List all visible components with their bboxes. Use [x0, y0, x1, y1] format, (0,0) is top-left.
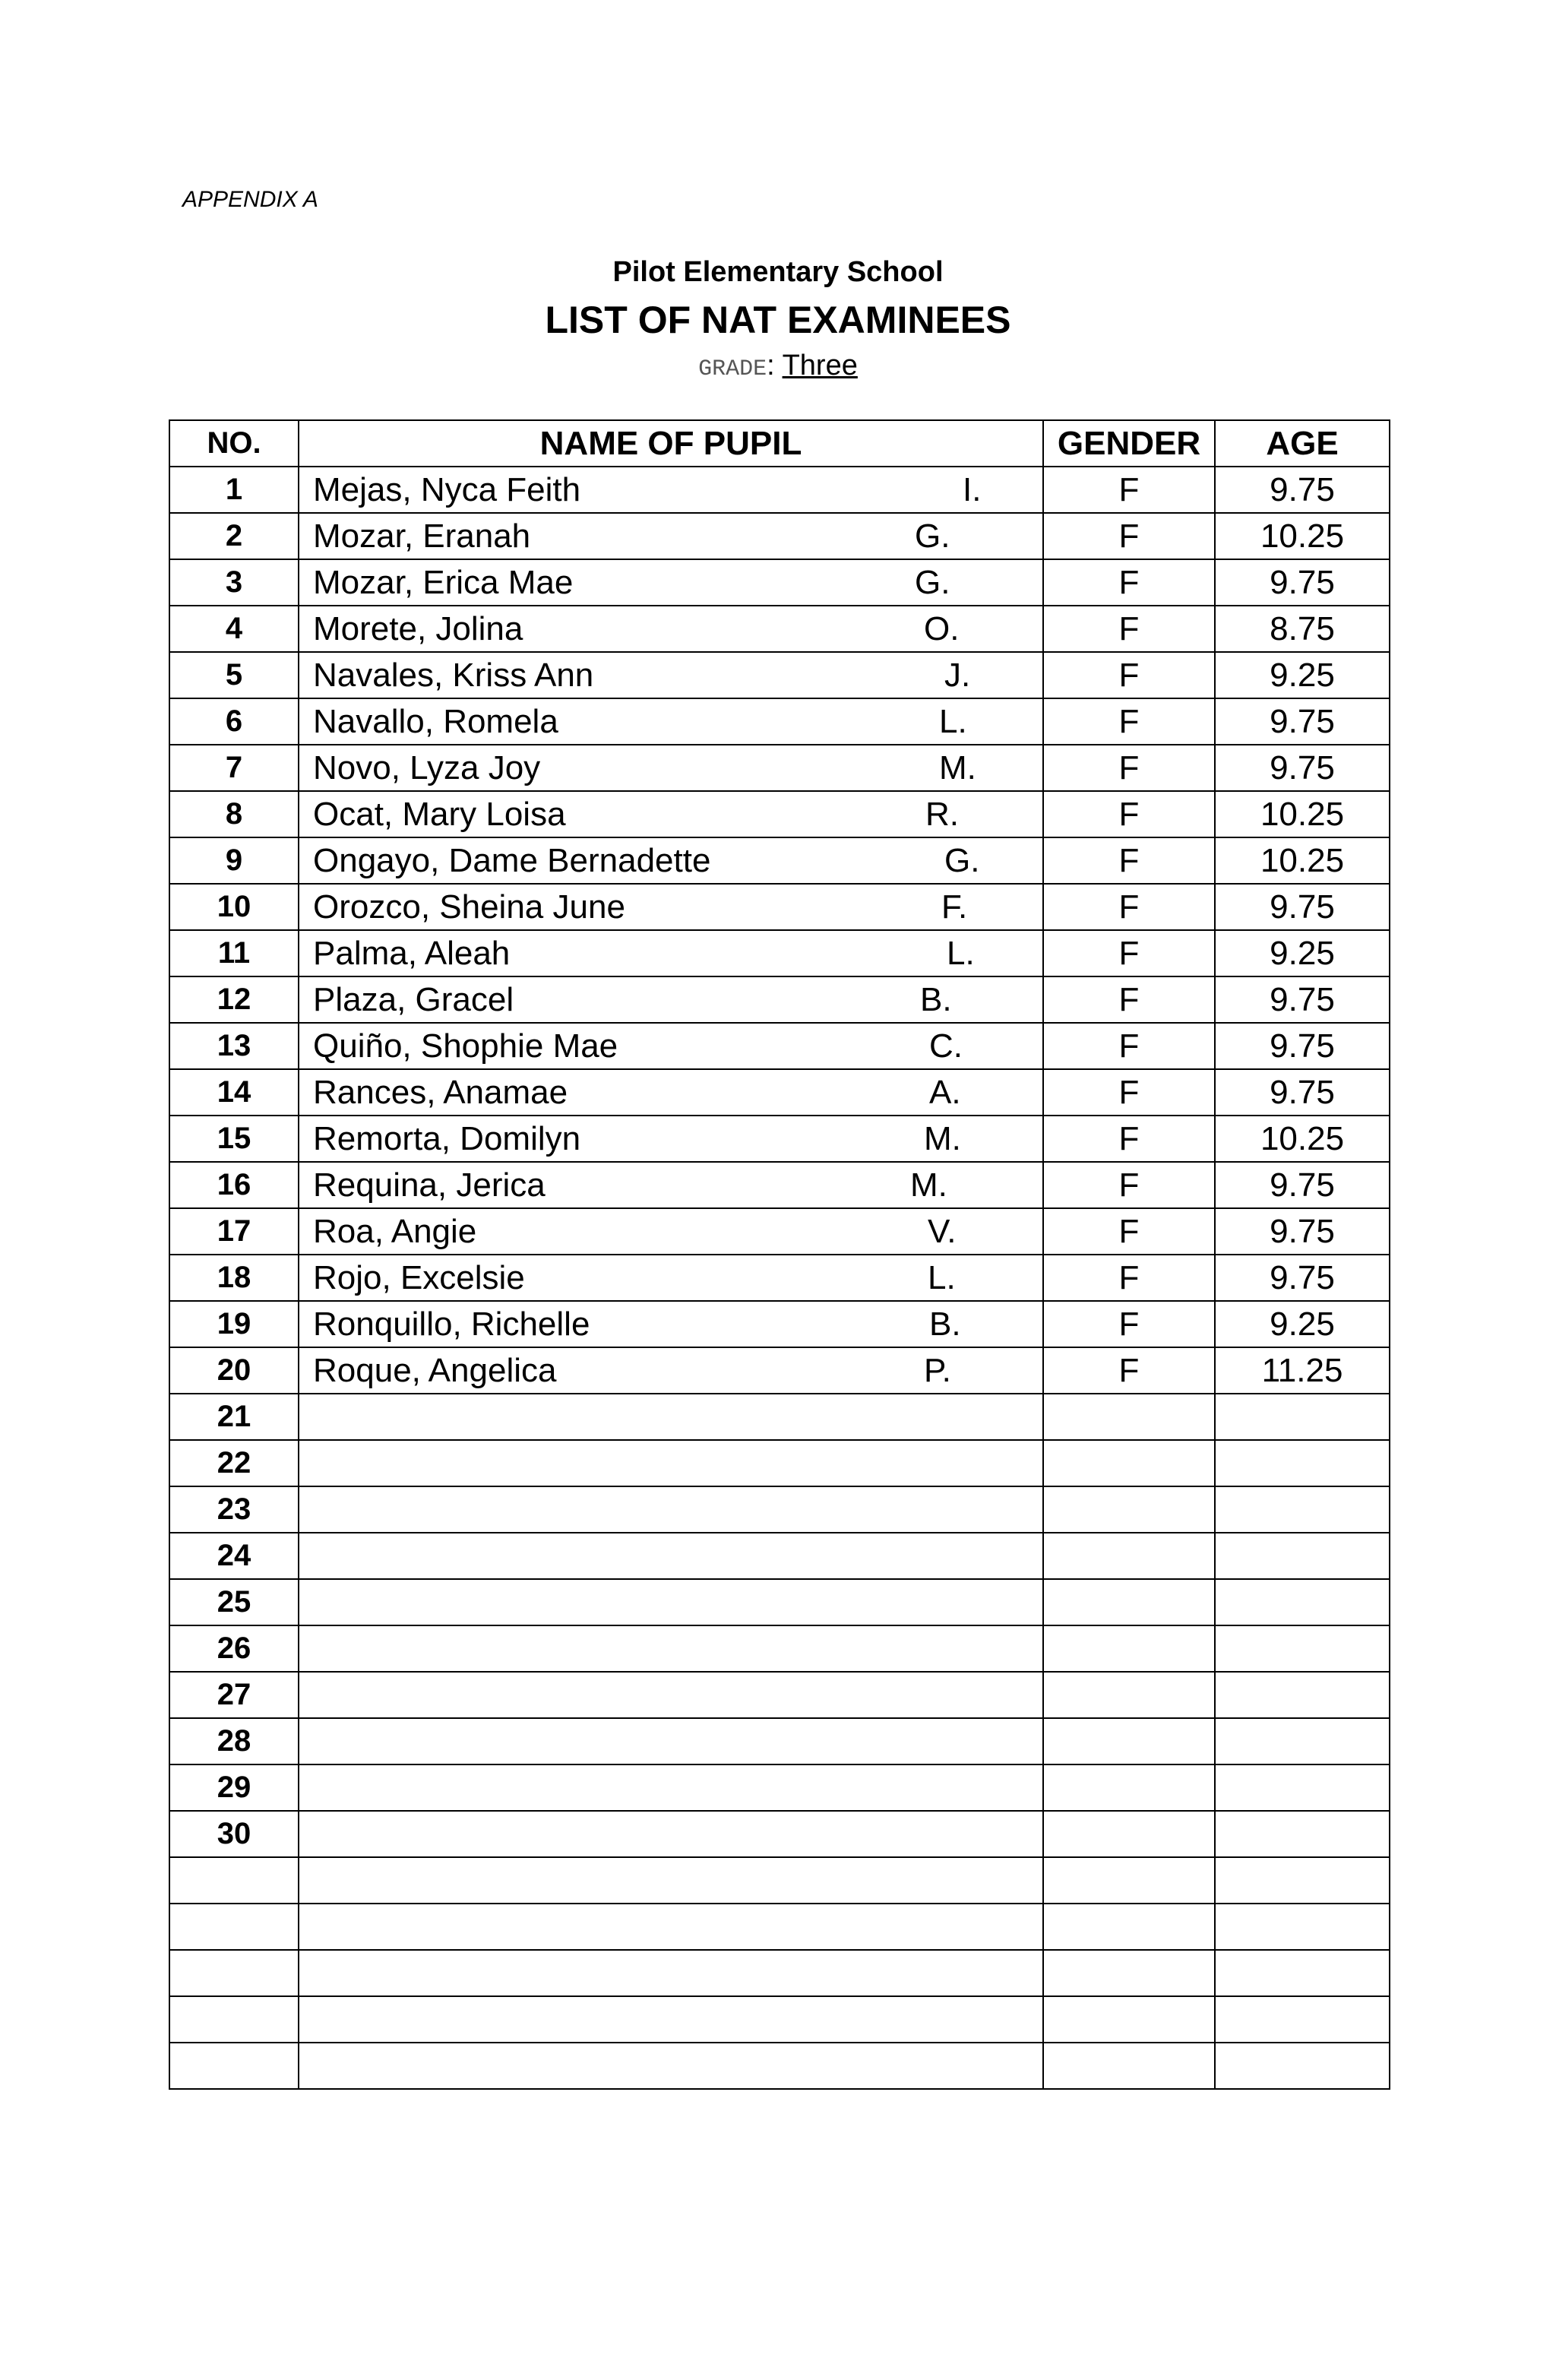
- pupil-name: Mejas, Nyca Feith: [313, 471, 581, 508]
- age-cell: [1215, 1764, 1390, 1811]
- table-row: [169, 791, 1390, 837]
- pupil-name-cell: [299, 1533, 1043, 1579]
- pupil-name: Ocat, Mary Loisa: [313, 796, 566, 833]
- pupil-name-cell: [299, 791, 1043, 837]
- gender-cell: F: [1043, 513, 1215, 559]
- table-row: [169, 1996, 1390, 2043]
- grade-label: GRADE: [698, 356, 767, 382]
- table-row: [169, 837, 1390, 884]
- gender-cell: F: [1043, 791, 1215, 837]
- gender-cell: F: [1043, 930, 1215, 976]
- age-cell: 11.25: [1215, 1347, 1390, 1394]
- row-number: 4: [169, 606, 299, 652]
- table-row: [169, 559, 1390, 606]
- table-row: [169, 1486, 1390, 1533]
- row-number: 26: [169, 1625, 299, 1672]
- pupil-name-cell: [299, 1950, 1043, 1996]
- age-cell: 9.75: [1215, 698, 1390, 745]
- pupil-name-cell: [299, 1069, 1043, 1116]
- document-title: LIST OF NAT EXAMINEES: [545, 299, 1011, 341]
- pupil-name-cell: [299, 1347, 1043, 1394]
- gender-cell: F: [1043, 837, 1215, 884]
- middle-initial: A.: [929, 1074, 961, 1111]
- age-cell: 9.75: [1215, 467, 1390, 513]
- pupil-name: Morete, Jolina: [313, 610, 523, 647]
- header-no: NO.: [169, 420, 299, 467]
- appendix-label: APPENDIX A: [182, 187, 318, 212]
- row-number: 13: [169, 1023, 299, 1069]
- age-cell: 9.75: [1215, 976, 1390, 1023]
- gender-cell: [1043, 1394, 1215, 1440]
- pupil-name-cell: [299, 1023, 1043, 1069]
- middle-initial: L.: [947, 935, 975, 972]
- pupil-name-cell: [299, 1811, 1043, 1857]
- row-number: 22: [169, 1440, 299, 1486]
- age-cell: 9.75: [1215, 559, 1390, 606]
- age-cell: 9.75: [1215, 1162, 1390, 1208]
- pupil-name-cell: [299, 1672, 1043, 1718]
- middle-initial: M.: [924, 1120, 961, 1157]
- age-cell: 8.75: [1215, 606, 1390, 652]
- table-row: [169, 1718, 1390, 1764]
- table-row: [169, 1672, 1390, 1718]
- age-cell: 9.75: [1215, 884, 1390, 930]
- table-row: [169, 1023, 1390, 1069]
- pupil-name-cell: [299, 1904, 1043, 1950]
- row-number: 24: [169, 1533, 299, 1579]
- table-row: [169, 1208, 1390, 1255]
- pupil-name-cell: [299, 1301, 1043, 1347]
- gender-cell: F: [1043, 976, 1215, 1023]
- row-number: 28: [169, 1718, 299, 1764]
- gender-cell: F: [1043, 698, 1215, 745]
- row-number: 17: [169, 1208, 299, 1255]
- pupil-name-cell: [299, 745, 1043, 791]
- row-number: 23: [169, 1486, 299, 1533]
- gender-cell: [1043, 1764, 1215, 1811]
- row-number: 9: [169, 837, 299, 884]
- pupil-name-cell: [299, 559, 1043, 606]
- pupil-name: Ronquillo, Richelle: [313, 1306, 590, 1343]
- pupil-name: Mozar, Eranah: [313, 517, 531, 555]
- age-cell: [1215, 1486, 1390, 1533]
- pupil-name: Remorta, Domilyn: [313, 1120, 581, 1157]
- pupil-name: Navales, Kriss Ann: [313, 657, 594, 694]
- age-cell: [1215, 1996, 1390, 2043]
- row-number: 29: [169, 1764, 299, 1811]
- pupil-name: Roque, Angelica: [313, 1352, 557, 1389]
- row-number: 25: [169, 1579, 299, 1625]
- pupil-name-cell: [299, 1718, 1043, 1764]
- grade-line: [0, 350, 1556, 382]
- pupil-name-cell: [299, 1486, 1043, 1533]
- pupil-name: Ongayo, Dame Bernadette: [313, 842, 711, 879]
- gender-cell: F: [1043, 1301, 1215, 1347]
- table-row: [169, 976, 1390, 1023]
- row-number: 1: [169, 467, 299, 513]
- row-number: 11: [169, 930, 299, 976]
- middle-initial: F.: [941, 888, 968, 926]
- pupil-name: Navallo, Romela: [313, 703, 558, 740]
- pupil-name: Orozco, Sheina June: [313, 888, 625, 926]
- age-cell: [1215, 1440, 1390, 1486]
- age-cell: [1215, 1904, 1390, 1950]
- age-cell: [1215, 1625, 1390, 1672]
- table-row: [169, 930, 1390, 976]
- age-cell: 9.75: [1215, 745, 1390, 791]
- gender-cell: F: [1043, 467, 1215, 513]
- header-name: NAME OF PUPIL: [299, 420, 1043, 467]
- pupil-name-cell: [299, 698, 1043, 745]
- gender-cell: F: [1043, 652, 1215, 698]
- row-number: 14: [169, 1069, 299, 1116]
- gender-cell: F: [1043, 1255, 1215, 1301]
- row-number: 5: [169, 652, 299, 698]
- pupil-name-cell: [299, 1764, 1043, 1811]
- age-cell: [1215, 1718, 1390, 1764]
- pupil-name: Rojo, Excelsie: [313, 1259, 525, 1296]
- middle-initial: G.: [915, 517, 950, 555]
- row-number: 6: [169, 698, 299, 745]
- age-cell: 9.25: [1215, 652, 1390, 698]
- age-cell: 9.75: [1215, 1069, 1390, 1116]
- gender-cell: [1043, 1486, 1215, 1533]
- header-gender: GENDER: [1043, 420, 1215, 467]
- table-row: [169, 1069, 1390, 1116]
- gender-cell: [1043, 1904, 1215, 1950]
- pupil-name: Requina, Jerica: [313, 1166, 546, 1204]
- row-number: 2: [169, 513, 299, 559]
- table-header-row: [169, 420, 1390, 467]
- pupil-name-cell: [299, 1394, 1043, 1440]
- pupil-name: Roa, Angie: [313, 1213, 477, 1250]
- table-row: [169, 1301, 1390, 1347]
- header-age: AGE: [1215, 420, 1390, 467]
- age-cell: 10.25: [1215, 513, 1390, 559]
- table-row: [169, 1950, 1390, 1996]
- pupil-name: Plaza, Gracel: [313, 981, 514, 1018]
- row-number: 12: [169, 976, 299, 1023]
- table-row: [169, 1116, 1390, 1162]
- age-cell: 9.75: [1215, 1255, 1390, 1301]
- gender-cell: [1043, 1950, 1215, 1996]
- row-number: [169, 1950, 299, 1996]
- pupil-name-cell: [299, 1579, 1043, 1625]
- pupil-name-cell: [299, 467, 1043, 513]
- pupil-name-cell: [299, 930, 1043, 976]
- middle-initial: O.: [924, 610, 960, 647]
- table-row: [169, 745, 1390, 791]
- table-row: [169, 1904, 1390, 1950]
- age-cell: 10.25: [1215, 791, 1390, 837]
- gender-cell: F: [1043, 1347, 1215, 1394]
- row-number: 20: [169, 1347, 299, 1394]
- middle-initial: P.: [924, 1352, 951, 1389]
- table-row: [169, 1440, 1390, 1486]
- pupil-name-cell: [299, 1208, 1043, 1255]
- age-cell: [1215, 1394, 1390, 1440]
- row-number: [169, 1857, 299, 1904]
- pupil-name-cell: [299, 1857, 1043, 1904]
- age-cell: [1215, 1950, 1390, 1996]
- pupil-name-cell: [299, 884, 1043, 930]
- gender-cell: F: [1043, 1069, 1215, 1116]
- table-row: [169, 606, 1390, 652]
- pupil-name: Novo, Lyza Joy: [313, 749, 541, 786]
- table-row: [169, 2043, 1390, 2089]
- gender-cell: F: [1043, 745, 1215, 791]
- age-cell: [1215, 1533, 1390, 1579]
- middle-initial: C.: [929, 1027, 963, 1065]
- age-cell: [1215, 1579, 1390, 1625]
- table-row: [169, 1162, 1390, 1208]
- table-row: [169, 1533, 1390, 1579]
- gender-cell: F: [1043, 1208, 1215, 1255]
- gender-cell: [1043, 1625, 1215, 1672]
- row-number: 8: [169, 791, 299, 837]
- school-name: Pilot Elementary School: [612, 256, 944, 288]
- row-number: 18: [169, 1255, 299, 1301]
- row-number: 30: [169, 1811, 299, 1857]
- gender-cell: [1043, 2043, 1215, 2089]
- age-cell: 9.75: [1215, 1023, 1390, 1069]
- pupil-name-cell: [299, 837, 1043, 884]
- pupil-name: Mozar, Erica Mae: [313, 564, 574, 601]
- gender-cell: [1043, 1996, 1215, 2043]
- row-number: [169, 1996, 299, 2043]
- table-row: [169, 1579, 1390, 1625]
- grade-value: Three: [782, 350, 858, 381]
- middle-initial: L.: [928, 1259, 956, 1296]
- pupil-name-cell: [299, 606, 1043, 652]
- pupil-name-cell: [299, 2043, 1043, 2089]
- row-number: 7: [169, 745, 299, 791]
- row-number: 21: [169, 1394, 299, 1440]
- pupil-name-cell: [299, 1996, 1043, 2043]
- age-cell: [1215, 2043, 1390, 2089]
- pupil-name-cell: [299, 1162, 1043, 1208]
- middle-initial: J.: [944, 657, 971, 694]
- row-number: 3: [169, 559, 299, 606]
- middle-initial: M.: [939, 749, 976, 786]
- gender-cell: F: [1043, 1023, 1215, 1069]
- age-cell: [1215, 1857, 1390, 1904]
- age-cell: 10.25: [1215, 1116, 1390, 1162]
- gender-cell: F: [1043, 606, 1215, 652]
- table-row: [169, 513, 1390, 559]
- row-number: 27: [169, 1672, 299, 1718]
- middle-initial: G.: [915, 564, 950, 601]
- table-row: [169, 652, 1390, 698]
- table-row: [169, 1764, 1390, 1811]
- middle-initial: G.: [944, 842, 980, 879]
- table-row: [169, 1811, 1390, 1857]
- table-row: [169, 1347, 1390, 1394]
- grade-separator: :: [767, 350, 783, 381]
- pupil-name-cell: [299, 1440, 1043, 1486]
- gender-cell: F: [1043, 1116, 1215, 1162]
- middle-initial: B.: [920, 981, 952, 1018]
- gender-cell: [1043, 1533, 1215, 1579]
- middle-initial: M.: [910, 1166, 947, 1204]
- pupil-name: Rances, Anamae: [313, 1074, 568, 1111]
- row-number: 15: [169, 1116, 299, 1162]
- middle-initial: V.: [928, 1213, 957, 1250]
- age-cell: 9.25: [1215, 930, 1390, 976]
- gender-cell: [1043, 1440, 1215, 1486]
- table-row: [169, 884, 1390, 930]
- row-number: [169, 2043, 299, 2089]
- gender-cell: [1043, 1811, 1215, 1857]
- age-cell: [1215, 1811, 1390, 1857]
- table-row: [169, 467, 1390, 513]
- gender-cell: [1043, 1579, 1215, 1625]
- pupil-name-cell: [299, 513, 1043, 559]
- gender-cell: F: [1043, 1162, 1215, 1208]
- row-number: 16: [169, 1162, 299, 1208]
- table-row: [169, 1394, 1390, 1440]
- table-row: [169, 1255, 1390, 1301]
- row-number: 10: [169, 884, 299, 930]
- middle-initial: B.: [929, 1306, 961, 1343]
- pupil-name-cell: [299, 1116, 1043, 1162]
- pupil-name-cell: [299, 976, 1043, 1023]
- gender-cell: F: [1043, 559, 1215, 606]
- pupil-name-cell: [299, 652, 1043, 698]
- row-number: 19: [169, 1301, 299, 1347]
- pupil-name-cell: [299, 1255, 1043, 1301]
- age-cell: 9.25: [1215, 1301, 1390, 1347]
- row-number: [169, 1904, 299, 1950]
- pupil-name: Quiño, Shophie Mae: [313, 1027, 618, 1065]
- age-cell: 9.75: [1215, 1208, 1390, 1255]
- middle-initial: I.: [963, 471, 982, 508]
- gender-cell: [1043, 1718, 1215, 1764]
- age-cell: [1215, 1672, 1390, 1718]
- pupil-name-cell: [299, 1625, 1043, 1672]
- table-row: [169, 1857, 1390, 1904]
- examinees-table: [169, 419, 1390, 2090]
- table-body: [169, 467, 1390, 2089]
- gender-cell: F: [1043, 884, 1215, 930]
- pupil-name: Palma, Aleah: [313, 935, 511, 972]
- table-row: [169, 1625, 1390, 1672]
- gender-cell: [1043, 1857, 1215, 1904]
- middle-initial: R.: [925, 796, 959, 833]
- age-cell: 10.25: [1215, 837, 1390, 884]
- gender-cell: [1043, 1672, 1215, 1718]
- middle-initial: L.: [939, 703, 967, 740]
- table-row: [169, 698, 1390, 745]
